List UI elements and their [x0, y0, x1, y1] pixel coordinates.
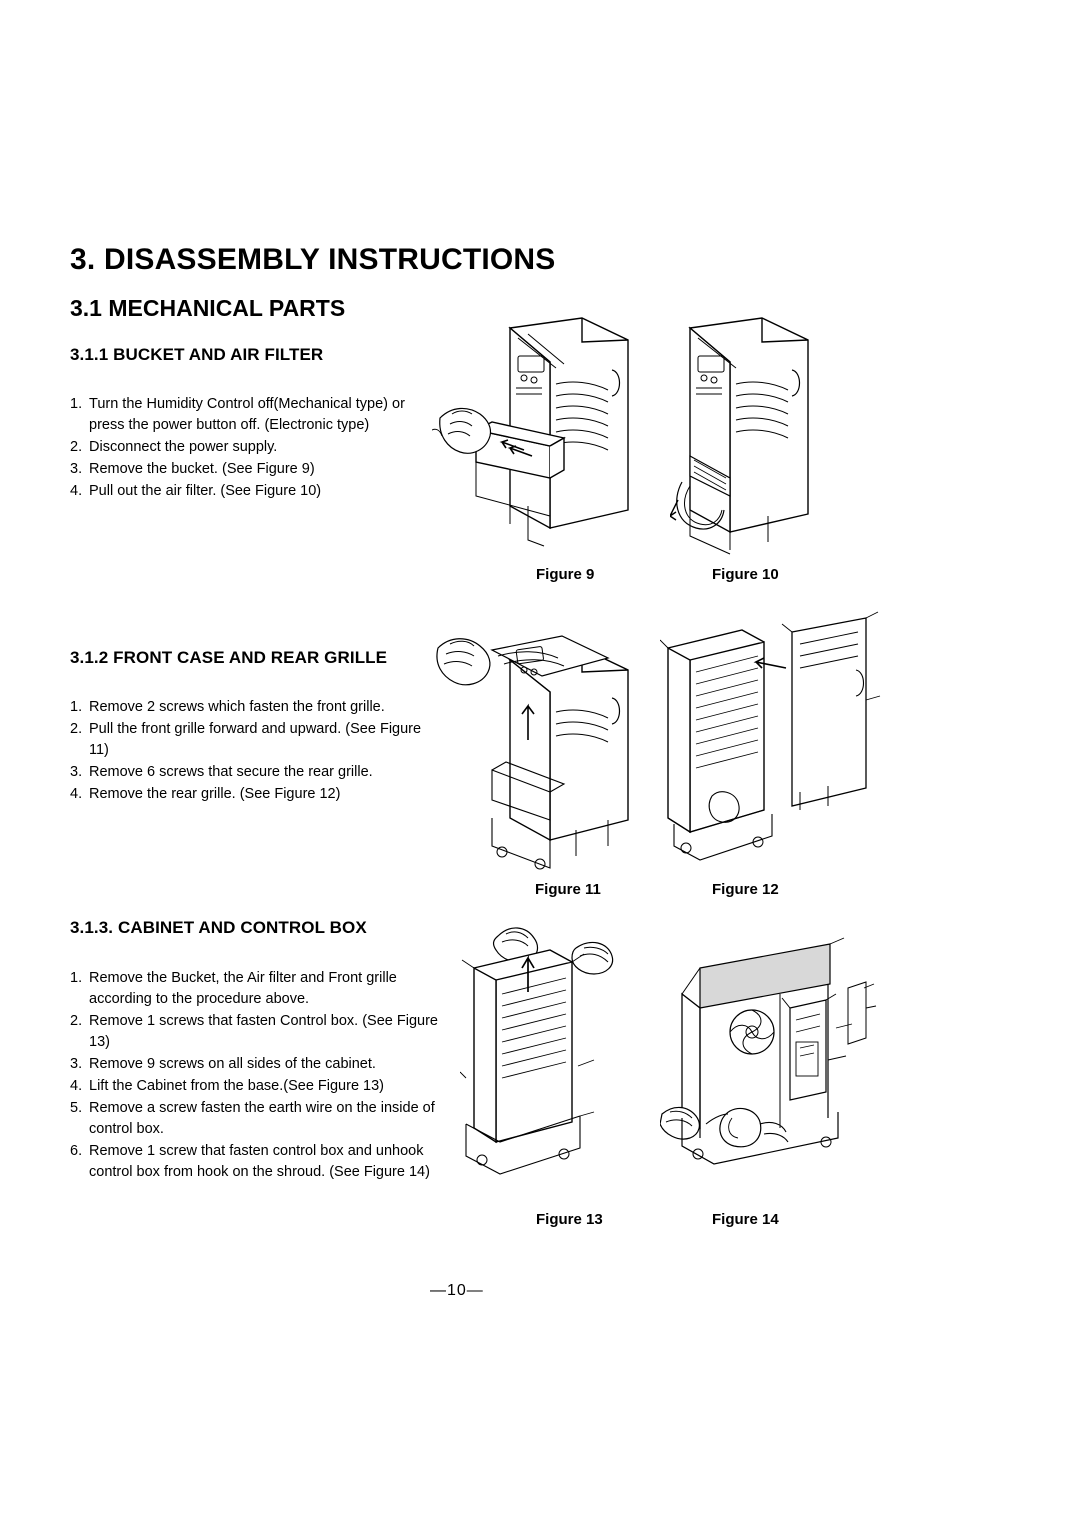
step-text: Lift the Cabinet from the base.(See Figure 13)	[89, 1078, 384, 1094]
step-text: Remove the Bucket, the Air filter and Front grille according to the procedure above.	[89, 970, 397, 1007]
list-item	[70, 394, 440, 436]
list-item	[70, 719, 440, 761]
subsection-heading-cabinet-control-box: 3.1.3. CABINET AND CONTROL BOX	[70, 918, 367, 937]
step-number: 5.	[70, 1100, 83, 1116]
section-3-1-2	[70, 648, 440, 806]
step-number: 3.	[70, 764, 83, 780]
subsection-heading-bucket-air-filter: 3.1.1 BUCKET AND AIR FILTER	[70, 345, 324, 364]
step-number: 6.	[70, 1143, 83, 1159]
page-title: 3. DISASSEMBLY INSTRUCTIONS	[70, 243, 556, 276]
subsection-heading-front-case-rear-grille: 3.1.2 FRONT CASE AND REAR GRILLE	[70, 648, 388, 667]
figure-caption-14: Figure 14	[712, 1211, 779, 1228]
list-item	[70, 1098, 445, 1140]
figure-14-illustration	[660, 928, 890, 1183]
step-text: Remove 9 screws on all sides of the cabinet.	[89, 1056, 376, 1072]
step-number: 4.	[70, 786, 83, 802]
figure-caption-12: Figure 12	[712, 881, 779, 898]
list-item	[70, 481, 440, 502]
list-item	[70, 1054, 445, 1075]
figure-caption-9: Figure 9	[536, 566, 595, 583]
list-item	[70, 1076, 445, 1097]
figure-10-illustration	[670, 310, 890, 555]
page-number: —10—	[430, 1282, 484, 1299]
figure-caption-11: Figure 11	[535, 881, 601, 898]
step-number: 1.	[70, 970, 83, 986]
list-item	[70, 697, 440, 718]
step-number: 3.	[70, 1056, 83, 1072]
step-text: Remove a screw fasten the earth wire on the inside of control box.	[89, 1100, 435, 1137]
steps-list-front-case-rear-grille	[70, 697, 440, 805]
list-item	[70, 1011, 445, 1053]
section-heading: 3.1 MECHANICAL PARTS	[70, 295, 346, 321]
step-text: Remove 1 screws that fasten Control box. (See Figure 13)	[89, 1013, 438, 1050]
step-number: 4.	[70, 1078, 83, 1094]
step-number: 2.	[70, 721, 83, 737]
figure-9-illustration	[432, 310, 652, 555]
steps-list-bucket-air-filter	[70, 394, 440, 502]
step-text: Remove the bucket. (See Figure 9)	[89, 461, 315, 477]
list-item	[70, 762, 440, 783]
list-item	[70, 437, 440, 458]
step-number: 1.	[70, 396, 83, 412]
figure-11-illustration	[432, 620, 657, 870]
step-text: Remove 2 screws which fasten the front grille.	[89, 699, 385, 715]
step-text: Remove 1 screw that fasten control box and unhook control box from hook on the shroud. (See Figure 14)	[89, 1143, 430, 1180]
steps-list-cabinet-control-box	[70, 968, 445, 1183]
list-item	[70, 784, 440, 805]
figure-13-illustration	[460, 918, 670, 1183]
step-number: 2.	[70, 439, 83, 455]
list-item	[70, 1141, 445, 1183]
step-text: Disconnect the power supply.	[89, 439, 278, 455]
step-number: 3.	[70, 461, 83, 477]
step-text: Remove the rear grille. (See Figure 12)	[89, 786, 341, 802]
figure-12-illustration	[660, 610, 890, 870]
step-text: Pull the front grille forward and upward. (See Figure 11)	[89, 721, 422, 758]
list-item	[70, 968, 445, 1010]
step-number: 1.	[70, 699, 83, 715]
step-text: Pull out the air filter. (See Figure 10)	[89, 483, 322, 499]
figure-caption-13: Figure 13	[536, 1211, 603, 1228]
figure-caption-10: Figure 10	[712, 566, 779, 583]
step-number: 4.	[70, 483, 83, 499]
list-item	[70, 459, 440, 480]
section-3-1-3	[70, 918, 445, 1184]
section-3-1-1	[70, 345, 440, 503]
step-text: Remove 6 screws that secure the rear grille.	[89, 764, 373, 780]
step-number: 2.	[70, 1013, 83, 1029]
step-text: Turn the Humidity Control off(Mechanical type) or press the power button off. (Electronic type)	[89, 396, 405, 433]
